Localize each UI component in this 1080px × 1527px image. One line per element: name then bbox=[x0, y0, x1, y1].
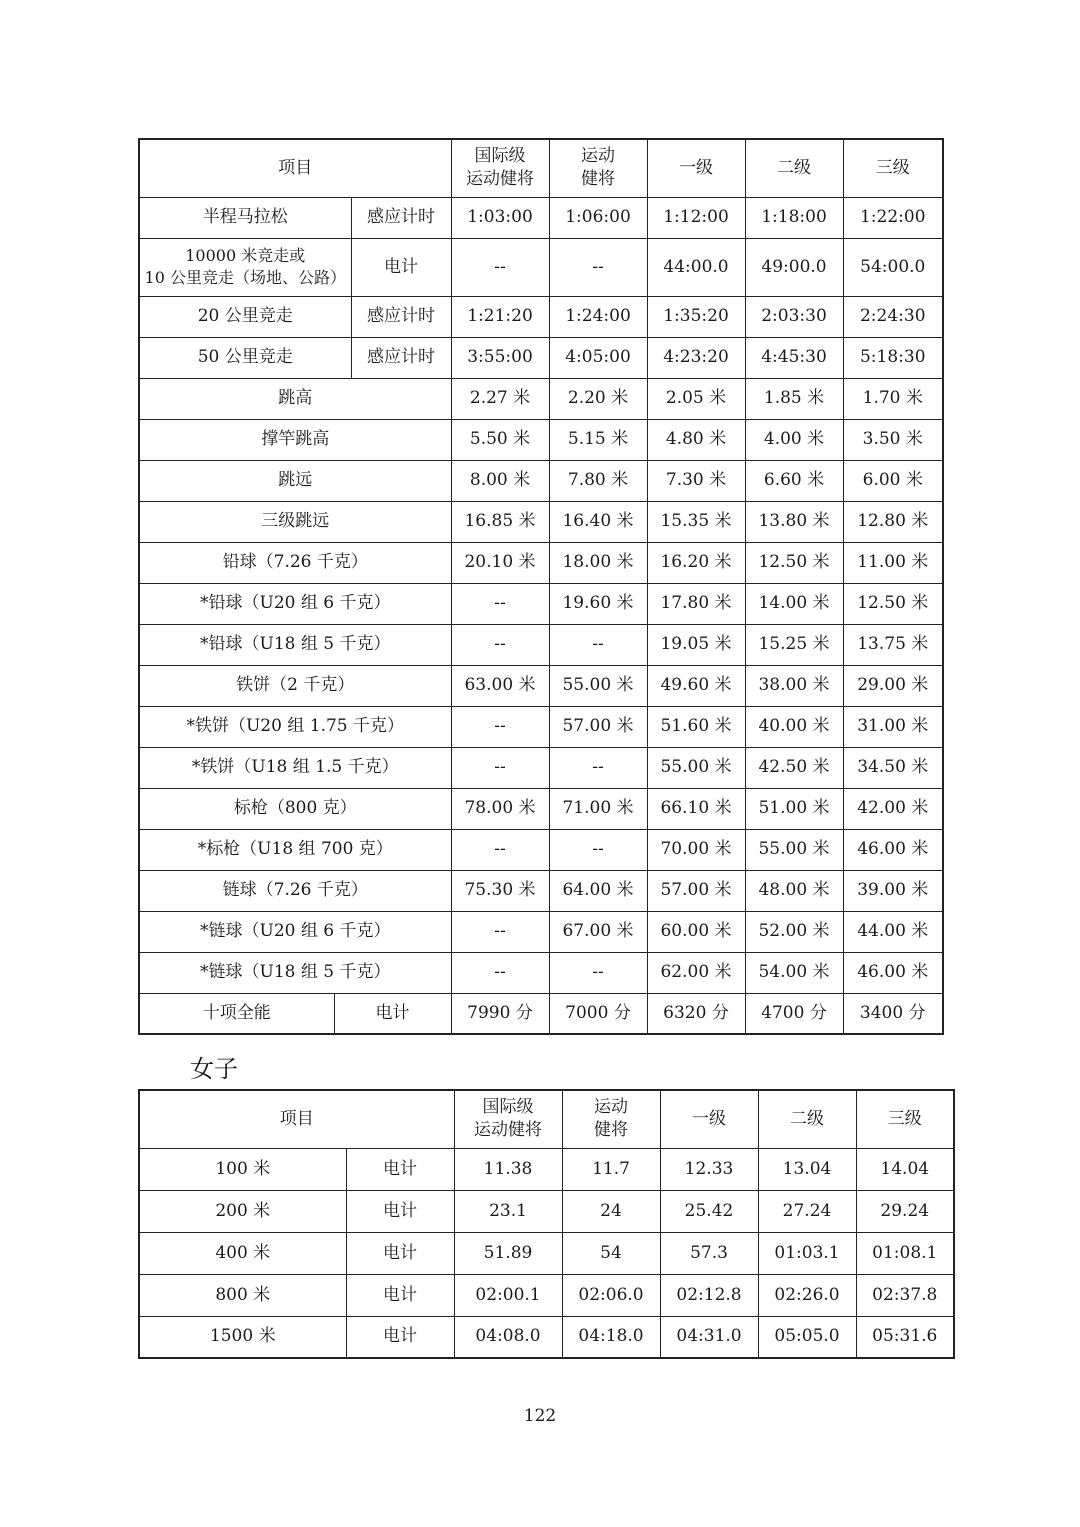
standard-value-cell: 42.50 米 bbox=[745, 747, 843, 788]
table-row bbox=[139, 542, 943, 583]
standard-value-cell: 34.50 米 bbox=[843, 747, 943, 788]
standard-value-cell: 04:18.0 bbox=[562, 1316, 660, 1358]
standard-value-cell: 16.85 米 bbox=[451, 501, 549, 542]
standard-value-cell: 1:22:00 bbox=[843, 197, 943, 238]
standard-value-cell: 27.24 bbox=[758, 1190, 856, 1232]
standard-value-cell: 2:24:30 bbox=[843, 296, 943, 337]
standard-value-cell: 19.05 米 bbox=[647, 624, 745, 665]
header-level-cell: 运动 健将 bbox=[562, 1090, 660, 1148]
standard-value-cell: 13.04 bbox=[758, 1148, 856, 1190]
standard-value-cell: -- bbox=[451, 911, 549, 952]
event-name-cell: 100 米 bbox=[139, 1148, 346, 1190]
event-name-cell: *铅球（U18 组 5 千克） bbox=[139, 624, 451, 665]
standard-value-cell: 48.00 米 bbox=[745, 870, 843, 911]
header-event-cell: 项目 bbox=[139, 139, 451, 197]
standard-value-cell: 7000 分 bbox=[549, 993, 647, 1034]
table-row bbox=[139, 1190, 954, 1232]
table-row bbox=[139, 665, 943, 706]
standard-value-cell: 29.24 bbox=[856, 1190, 954, 1232]
standard-value-cell: 2.20 米 bbox=[549, 378, 647, 419]
standard-value-cell: -- bbox=[451, 238, 549, 296]
standard-value-cell: 02:12.8 bbox=[660, 1274, 758, 1316]
table-row bbox=[139, 1148, 954, 1190]
standard-value-cell: 78.00 米 bbox=[451, 788, 549, 829]
table-row bbox=[139, 378, 943, 419]
table-row bbox=[139, 460, 943, 501]
table-row bbox=[139, 501, 943, 542]
standard-value-cell: 66.10 米 bbox=[647, 788, 745, 829]
standard-value-cell: -- bbox=[451, 706, 549, 747]
header-event-cell: 项目 bbox=[139, 1090, 454, 1148]
standard-value-cell: 05:31.6 bbox=[856, 1316, 954, 1358]
standard-value-cell: 04:31.0 bbox=[660, 1316, 758, 1358]
standard-value-cell: 1:21:20 bbox=[451, 296, 549, 337]
women-standards-table bbox=[138, 1089, 955, 1359]
standard-value-cell: 14.04 bbox=[856, 1148, 954, 1190]
standard-value-cell: 54:00.0 bbox=[843, 238, 943, 296]
standard-value-cell: 2:03:30 bbox=[745, 296, 843, 337]
standard-value-cell: -- bbox=[451, 952, 549, 993]
standard-value-cell: -- bbox=[451, 829, 549, 870]
standard-value-cell: 13.75 米 bbox=[843, 624, 943, 665]
table-row bbox=[139, 870, 943, 911]
timing-method-cell: 电计 bbox=[346, 1190, 454, 1232]
standard-value-cell: 02:00.1 bbox=[454, 1274, 562, 1316]
standard-value-cell: 75.30 米 bbox=[451, 870, 549, 911]
event-name-cell: 十项全能 bbox=[139, 993, 334, 1034]
standard-value-cell: 15.35 米 bbox=[647, 501, 745, 542]
standard-value-cell: 12.50 米 bbox=[745, 542, 843, 583]
standard-value-cell: 1:24:00 bbox=[549, 296, 647, 337]
standard-value-cell: 11.7 bbox=[562, 1148, 660, 1190]
standard-value-cell: 8.00 米 bbox=[451, 460, 549, 501]
standard-value-cell: 57.3 bbox=[660, 1232, 758, 1274]
standard-value-cell: 57.00 米 bbox=[647, 870, 745, 911]
standard-value-cell: 71.00 米 bbox=[549, 788, 647, 829]
standard-value-cell: 5.50 米 bbox=[451, 419, 549, 460]
event-name-cell: 50 公里竞走 bbox=[139, 337, 351, 378]
event-name-cell: 标枪（800 克） bbox=[139, 788, 451, 829]
event-name-cell: *铁饼（U18 组 1.5 千克） bbox=[139, 747, 451, 788]
standard-value-cell: 1:18:00 bbox=[745, 197, 843, 238]
header-level-cell: 一级 bbox=[647, 139, 745, 197]
table-row bbox=[139, 296, 943, 337]
standard-value-cell: 51.60 米 bbox=[647, 706, 745, 747]
standard-value-cell: 4.00 米 bbox=[745, 419, 843, 460]
standard-value-cell: 01:03.1 bbox=[758, 1232, 856, 1274]
men-standards-table bbox=[138, 138, 944, 1035]
standard-value-cell: 13.80 米 bbox=[745, 501, 843, 542]
table-row bbox=[139, 238, 943, 296]
standard-value-cell: -- bbox=[549, 829, 647, 870]
standard-value-cell: 70.00 米 bbox=[647, 829, 745, 870]
standard-value-cell: 16.40 米 bbox=[549, 501, 647, 542]
standard-value-cell: 31.00 米 bbox=[843, 706, 943, 747]
table-row bbox=[139, 952, 943, 993]
standard-value-cell: 49.60 米 bbox=[647, 665, 745, 706]
table-row bbox=[139, 197, 943, 238]
standard-value-cell: 15.25 米 bbox=[745, 624, 843, 665]
standard-value-cell: 3:55:00 bbox=[451, 337, 549, 378]
standard-value-cell: 52.00 米 bbox=[745, 911, 843, 952]
event-name-cell: 1500 米 bbox=[139, 1316, 346, 1358]
standard-value-cell: 19.60 米 bbox=[549, 583, 647, 624]
event-name-cell: 铅球（7.26 千克） bbox=[139, 542, 451, 583]
standard-value-cell: 01:08.1 bbox=[856, 1232, 954, 1274]
header-level-cell: 二级 bbox=[745, 139, 843, 197]
standard-value-cell: 44.00 米 bbox=[843, 911, 943, 952]
table-row bbox=[139, 139, 943, 197]
timing-method-cell: 电计 bbox=[334, 993, 451, 1034]
standard-value-cell: 25.42 bbox=[660, 1190, 758, 1232]
standard-value-cell: 29.00 米 bbox=[843, 665, 943, 706]
event-name-cell: 铁饼（2 千克） bbox=[139, 665, 451, 706]
standard-value-cell: 54 bbox=[562, 1232, 660, 1274]
timing-method-cell: 感应计时 bbox=[351, 197, 451, 238]
event-name-cell: 半程马拉松 bbox=[139, 197, 351, 238]
standard-value-cell: 04:08.0 bbox=[454, 1316, 562, 1358]
table-row bbox=[139, 1232, 954, 1274]
standard-value-cell: 38.00 米 bbox=[745, 665, 843, 706]
standard-value-cell: 2.05 米 bbox=[647, 378, 745, 419]
event-name-cell: *铅球（U20 组 6 千克） bbox=[139, 583, 451, 624]
table-row bbox=[139, 419, 943, 460]
standard-value-cell: 16.20 米 bbox=[647, 542, 745, 583]
timing-method-cell: 电计 bbox=[351, 238, 451, 296]
standard-value-cell: 55.00 米 bbox=[647, 747, 745, 788]
standard-value-cell: 1:03:00 bbox=[451, 197, 549, 238]
table-row bbox=[139, 583, 943, 624]
event-name-cell: 跳远 bbox=[139, 460, 451, 501]
standard-value-cell: 1.70 米 bbox=[843, 378, 943, 419]
timing-method-cell: 电计 bbox=[346, 1316, 454, 1358]
header-level-cell: 三级 bbox=[856, 1090, 954, 1148]
table-row bbox=[139, 706, 943, 747]
standard-value-cell: 63.00 米 bbox=[451, 665, 549, 706]
event-name-cell: 链球（7.26 千克） bbox=[139, 870, 451, 911]
standard-value-cell: 23.1 bbox=[454, 1190, 562, 1232]
standard-value-cell: 67.00 米 bbox=[549, 911, 647, 952]
timing-method-cell: 电计 bbox=[346, 1232, 454, 1274]
standard-value-cell: -- bbox=[549, 238, 647, 296]
standard-value-cell: -- bbox=[451, 624, 549, 665]
event-name-cell: 10000 米竞走或 10 公里竞走（场地、公路） bbox=[139, 238, 351, 296]
standard-value-cell: 18.00 米 bbox=[549, 542, 647, 583]
standard-value-cell: -- bbox=[549, 624, 647, 665]
standard-value-cell: 02:06.0 bbox=[562, 1274, 660, 1316]
standard-value-cell: 3400 分 bbox=[843, 993, 943, 1034]
standard-value-cell: 4:45:30 bbox=[745, 337, 843, 378]
standard-value-cell: 42.00 米 bbox=[843, 788, 943, 829]
standard-value-cell: 11.00 米 bbox=[843, 542, 943, 583]
table-row bbox=[139, 1316, 954, 1358]
table-row bbox=[139, 624, 943, 665]
header-level-cell: 二级 bbox=[758, 1090, 856, 1148]
standard-value-cell: 5.15 米 bbox=[549, 419, 647, 460]
table-row bbox=[139, 911, 943, 952]
event-name-cell: *铁饼（U20 组 1.75 千克） bbox=[139, 706, 451, 747]
header-level-cell: 国际级 运动健将 bbox=[454, 1090, 562, 1148]
standard-value-cell: 02:26.0 bbox=[758, 1274, 856, 1316]
event-name-cell: 撑竿跳高 bbox=[139, 419, 451, 460]
standard-value-cell: 4:05:00 bbox=[549, 337, 647, 378]
timing-method-cell: 电计 bbox=[346, 1274, 454, 1316]
standard-value-cell: 7990 分 bbox=[451, 993, 549, 1034]
standard-value-cell: 05:05.0 bbox=[758, 1316, 856, 1358]
event-name-cell: *链球（U20 组 6 千克） bbox=[139, 911, 451, 952]
standard-value-cell: 7.80 米 bbox=[549, 460, 647, 501]
standard-value-cell: 1:06:00 bbox=[549, 197, 647, 238]
table-row bbox=[139, 337, 943, 378]
standard-value-cell: 12.33 bbox=[660, 1148, 758, 1190]
page-number: 122 bbox=[523, 1406, 557, 1426]
table-row bbox=[139, 747, 943, 788]
standard-value-cell: 46.00 米 bbox=[843, 952, 943, 993]
standard-value-cell: 49:00.0 bbox=[745, 238, 843, 296]
table-row bbox=[139, 788, 943, 829]
header-level-cell: 三级 bbox=[843, 139, 943, 197]
standard-value-cell: 17.80 米 bbox=[647, 583, 745, 624]
event-name-cell: 400 米 bbox=[139, 1232, 346, 1274]
table-row bbox=[139, 1090, 954, 1148]
standard-value-cell: 4.80 米 bbox=[647, 419, 745, 460]
standard-value-cell: 64.00 米 bbox=[549, 870, 647, 911]
standard-value-cell: 12.50 米 bbox=[843, 583, 943, 624]
table-row bbox=[139, 829, 943, 870]
standard-value-cell: -- bbox=[549, 747, 647, 788]
standard-value-cell: 1:35:20 bbox=[647, 296, 745, 337]
standard-value-cell: 4:23:20 bbox=[647, 337, 745, 378]
standard-value-cell: 6.00 米 bbox=[843, 460, 943, 501]
standard-value-cell: -- bbox=[549, 952, 647, 993]
standard-value-cell: 5:18:30 bbox=[843, 337, 943, 378]
standard-value-cell: 4700 分 bbox=[745, 993, 843, 1034]
standard-value-cell: 6320 分 bbox=[647, 993, 745, 1034]
standard-value-cell: 24 bbox=[562, 1190, 660, 1232]
event-name-cell: 三级跳远 bbox=[139, 501, 451, 542]
event-name-cell: *链球（U18 组 5 千克） bbox=[139, 952, 451, 993]
table-row bbox=[139, 1274, 954, 1316]
standard-value-cell: 44:00.0 bbox=[647, 238, 745, 296]
standard-value-cell: 62.00 米 bbox=[647, 952, 745, 993]
standard-value-cell: -- bbox=[451, 583, 549, 624]
standard-value-cell: 60.00 米 bbox=[647, 911, 745, 952]
women-section-heading: 女子 bbox=[190, 1055, 238, 1083]
standard-value-cell: 20.10 米 bbox=[451, 542, 549, 583]
event-name-cell: 200 米 bbox=[139, 1190, 346, 1232]
timing-method-cell: 感应计时 bbox=[351, 337, 451, 378]
standard-value-cell: 55.00 米 bbox=[549, 665, 647, 706]
event-name-cell: 跳高 bbox=[139, 378, 451, 419]
standard-value-cell: 1.85 米 bbox=[745, 378, 843, 419]
standard-value-cell: 2.27 米 bbox=[451, 378, 549, 419]
timing-method-cell: 感应计时 bbox=[351, 296, 451, 337]
header-level-cell: 国际级 运动健将 bbox=[451, 139, 549, 197]
standard-value-cell: 57.00 米 bbox=[549, 706, 647, 747]
event-name-cell: 800 米 bbox=[139, 1274, 346, 1316]
standard-value-cell: 02:37.8 bbox=[856, 1274, 954, 1316]
event-name-cell: 20 公里竞走 bbox=[139, 296, 351, 337]
header-level-cell: 运动 健将 bbox=[549, 139, 647, 197]
event-name-cell: *标枪（U18 组 700 克） bbox=[139, 829, 451, 870]
timing-method-cell: 电计 bbox=[346, 1148, 454, 1190]
standard-value-cell: 51.00 米 bbox=[745, 788, 843, 829]
standard-value-cell: 1:12:00 bbox=[647, 197, 745, 238]
header-level-cell: 一级 bbox=[660, 1090, 758, 1148]
standard-value-cell: 3.50 米 bbox=[843, 419, 943, 460]
standard-value-cell: 46.00 米 bbox=[843, 829, 943, 870]
standard-value-cell: 40.00 米 bbox=[745, 706, 843, 747]
standard-value-cell: 55.00 米 bbox=[745, 829, 843, 870]
standard-value-cell: 51.89 bbox=[454, 1232, 562, 1274]
standard-value-cell: 12.80 米 bbox=[843, 501, 943, 542]
standard-value-cell: 7.30 米 bbox=[647, 460, 745, 501]
standard-value-cell: 14.00 米 bbox=[745, 583, 843, 624]
standard-value-cell: 54.00 米 bbox=[745, 952, 843, 993]
standard-value-cell: 11.38 bbox=[454, 1148, 562, 1190]
table-row bbox=[139, 993, 943, 1034]
standard-value-cell: -- bbox=[451, 747, 549, 788]
standard-value-cell: 6.60 米 bbox=[745, 460, 843, 501]
standard-value-cell: 39.00 米 bbox=[843, 870, 943, 911]
